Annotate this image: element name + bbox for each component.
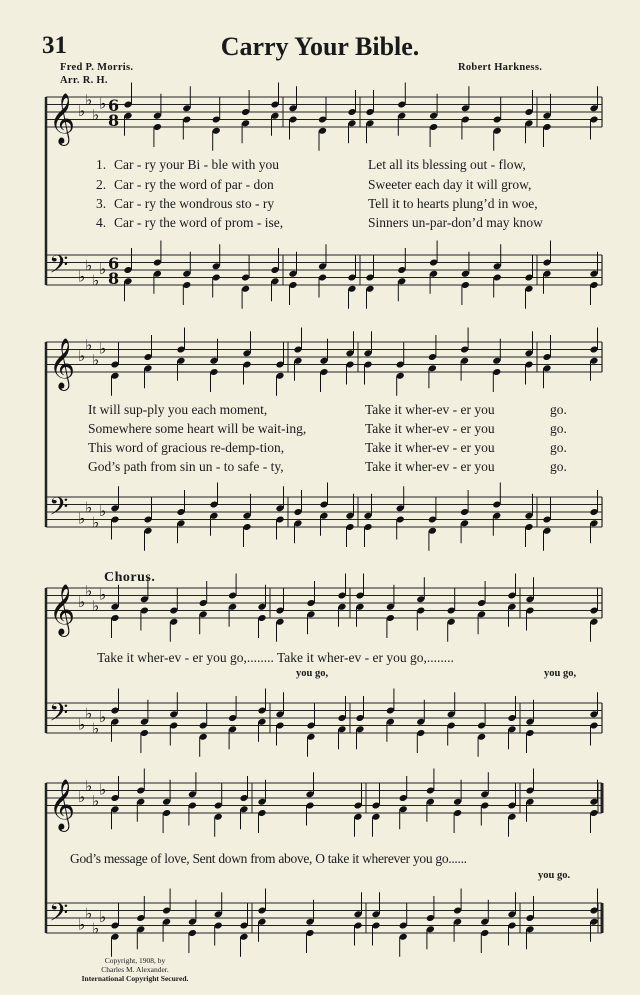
- flat-sign: ♭: [92, 271, 100, 290]
- verse-2-line2-second: Take it wher-ev - er you: [365, 421, 495, 436]
- verse-4-line1-second: Sinners un-par-don’d may know: [368, 215, 543, 230]
- flat-sign: ♭: [85, 335, 93, 354]
- flat-sign: ♭: [85, 498, 93, 517]
- copyright-line-3: International Copyright Secured.: [81, 974, 189, 983]
- flat-sign: ♭: [99, 94, 107, 113]
- verse-3-line2-end: go.: [550, 440, 567, 455]
- bass-clef: 𝄢: [49, 250, 69, 286]
- verse-3-number: 3.: [96, 196, 107, 211]
- verse-1-line1-second: Let all its blessing out - flow,: [368, 157, 526, 172]
- flat-sign: ♭: [92, 350, 100, 369]
- time-signature-top: 6: [108, 96, 120, 115]
- verse-2-line2-first: Somewhere some heart will be wait-ing,: [88, 421, 307, 436]
- lyricist-credit: Fred P. Morris.: [60, 62, 134, 73]
- flat-sign: ♭: [92, 719, 100, 738]
- flat-sign: ♭: [78, 915, 86, 934]
- verse-2-line2-end: go.: [550, 421, 567, 436]
- time-signature-bottom: 8: [108, 111, 120, 130]
- verse-1-line2-end: go.: [550, 402, 567, 417]
- verse-3-line2-second: Take it wher-ev - er you: [365, 440, 495, 455]
- flat-sign: ♭: [92, 105, 100, 124]
- flat-sign: ♭: [92, 791, 100, 810]
- flat-sign: ♭: [78, 715, 86, 734]
- copyright-line-2: Charles M. Alexander.: [101, 965, 169, 974]
- flat-sign: ♭: [78, 102, 86, 120]
- flat-sign: ♭: [78, 788, 86, 806]
- verse-2-number: 2.: [96, 177, 107, 192]
- copyright-line-1: Copyright, 1908, by: [104, 956, 166, 965]
- verse-3-line1-first: Car - ry the wondrous sto - ry: [114, 196, 275, 211]
- verse-1-line2-second: Take it wher-ev - er you: [365, 402, 495, 417]
- verse-1-number: 1.: [96, 157, 107, 172]
- verse-1-line1-first: Car - ry your Bi - ble with you: [114, 157, 279, 172]
- flat-sign: ♭: [92, 596, 100, 615]
- chorus-line2-cue: you go.: [538, 870, 571, 881]
- flat-sign: ♭: [85, 90, 93, 109]
- flat-sign: ♭: [92, 919, 100, 938]
- flat-sign: ♭: [99, 708, 107, 726]
- flat-sign: ♭: [85, 581, 93, 600]
- verse-1-line2-first: It will sup-ply you each moment,: [88, 402, 268, 417]
- flat-sign: ♭: [85, 776, 93, 795]
- flat-sign: ♭: [78, 347, 86, 365]
- treble-clef: 𝄞: [49, 93, 76, 144]
- treble-clef: 𝄞: [49, 338, 76, 389]
- flat-sign: ♭: [85, 904, 93, 923]
- verse-3-line2-first: This word of gracious re-demp-tion,: [88, 440, 285, 455]
- verse-4-line1-first: Car - ry the word of prom - ise,: [114, 215, 284, 230]
- chorus-label: Chorus.: [104, 570, 156, 585]
- time-signature-top: 6: [108, 254, 120, 273]
- bass-clef: 𝄢: [49, 698, 69, 734]
- verse-4-line2-second: Take it wher-ev - er you: [365, 459, 495, 474]
- flat-sign: ♭: [92, 513, 100, 532]
- flat-sign: ♭: [78, 509, 86, 528]
- verse-4-number: 4.: [96, 215, 107, 230]
- flat-sign: ♭: [99, 339, 107, 358]
- verse-2-line1-first: Car - ry the word of par - don: [114, 177, 274, 192]
- flat-sign: ♭: [78, 593, 86, 611]
- verse-3-line1-second: Tell it to hearts plung’d in woe,: [368, 196, 538, 211]
- flat-sign: ♭: [85, 256, 93, 275]
- verse-4-line2-end: go.: [550, 459, 567, 474]
- flat-sign: ♭: [99, 260, 107, 278]
- flat-sign: ♭: [78, 267, 86, 286]
- verse-4-line2-first: God’s path from sin un - to safe - ty,: [88, 459, 284, 474]
- chorus-line2-lyrics: God’s message of love, Sent down from above, O take it wherever you go......: [70, 851, 467, 866]
- bass-clef: 𝄢: [49, 492, 69, 528]
- arranger-credit: Arr. R. H.: [60, 75, 108, 86]
- time-signature-bottom: 8: [108, 269, 120, 288]
- song-title: Carry Your Bible.: [220, 32, 420, 61]
- flat-sign: ♭: [99, 780, 107, 799]
- flat-sign: ♭: [99, 585, 107, 604]
- chorus-line1-lyrics: Take it wher-ev - er you go,........ Take it wher-ev - er you go,........: [97, 650, 454, 665]
- composer-credit: Robert Harkness.: [458, 62, 543, 73]
- bass-clef: 𝄢: [49, 898, 69, 934]
- flat-sign: ♭: [99, 908, 107, 926]
- chorus-line1-cue-a: you go,: [296, 668, 329, 679]
- treble-clef: 𝄞: [49, 584, 76, 635]
- page-number: 31: [42, 32, 67, 59]
- chorus-line1-cue-b: you go,: [544, 668, 577, 679]
- verse-2-line1-second: Sweeter each day it will grow,: [368, 177, 532, 192]
- copyright-notice: [0, 956, 270, 983]
- flat-sign: ♭: [85, 704, 93, 723]
- treble-clef: 𝄞: [49, 779, 76, 830]
- flat-sign: ♭: [99, 502, 107, 520]
